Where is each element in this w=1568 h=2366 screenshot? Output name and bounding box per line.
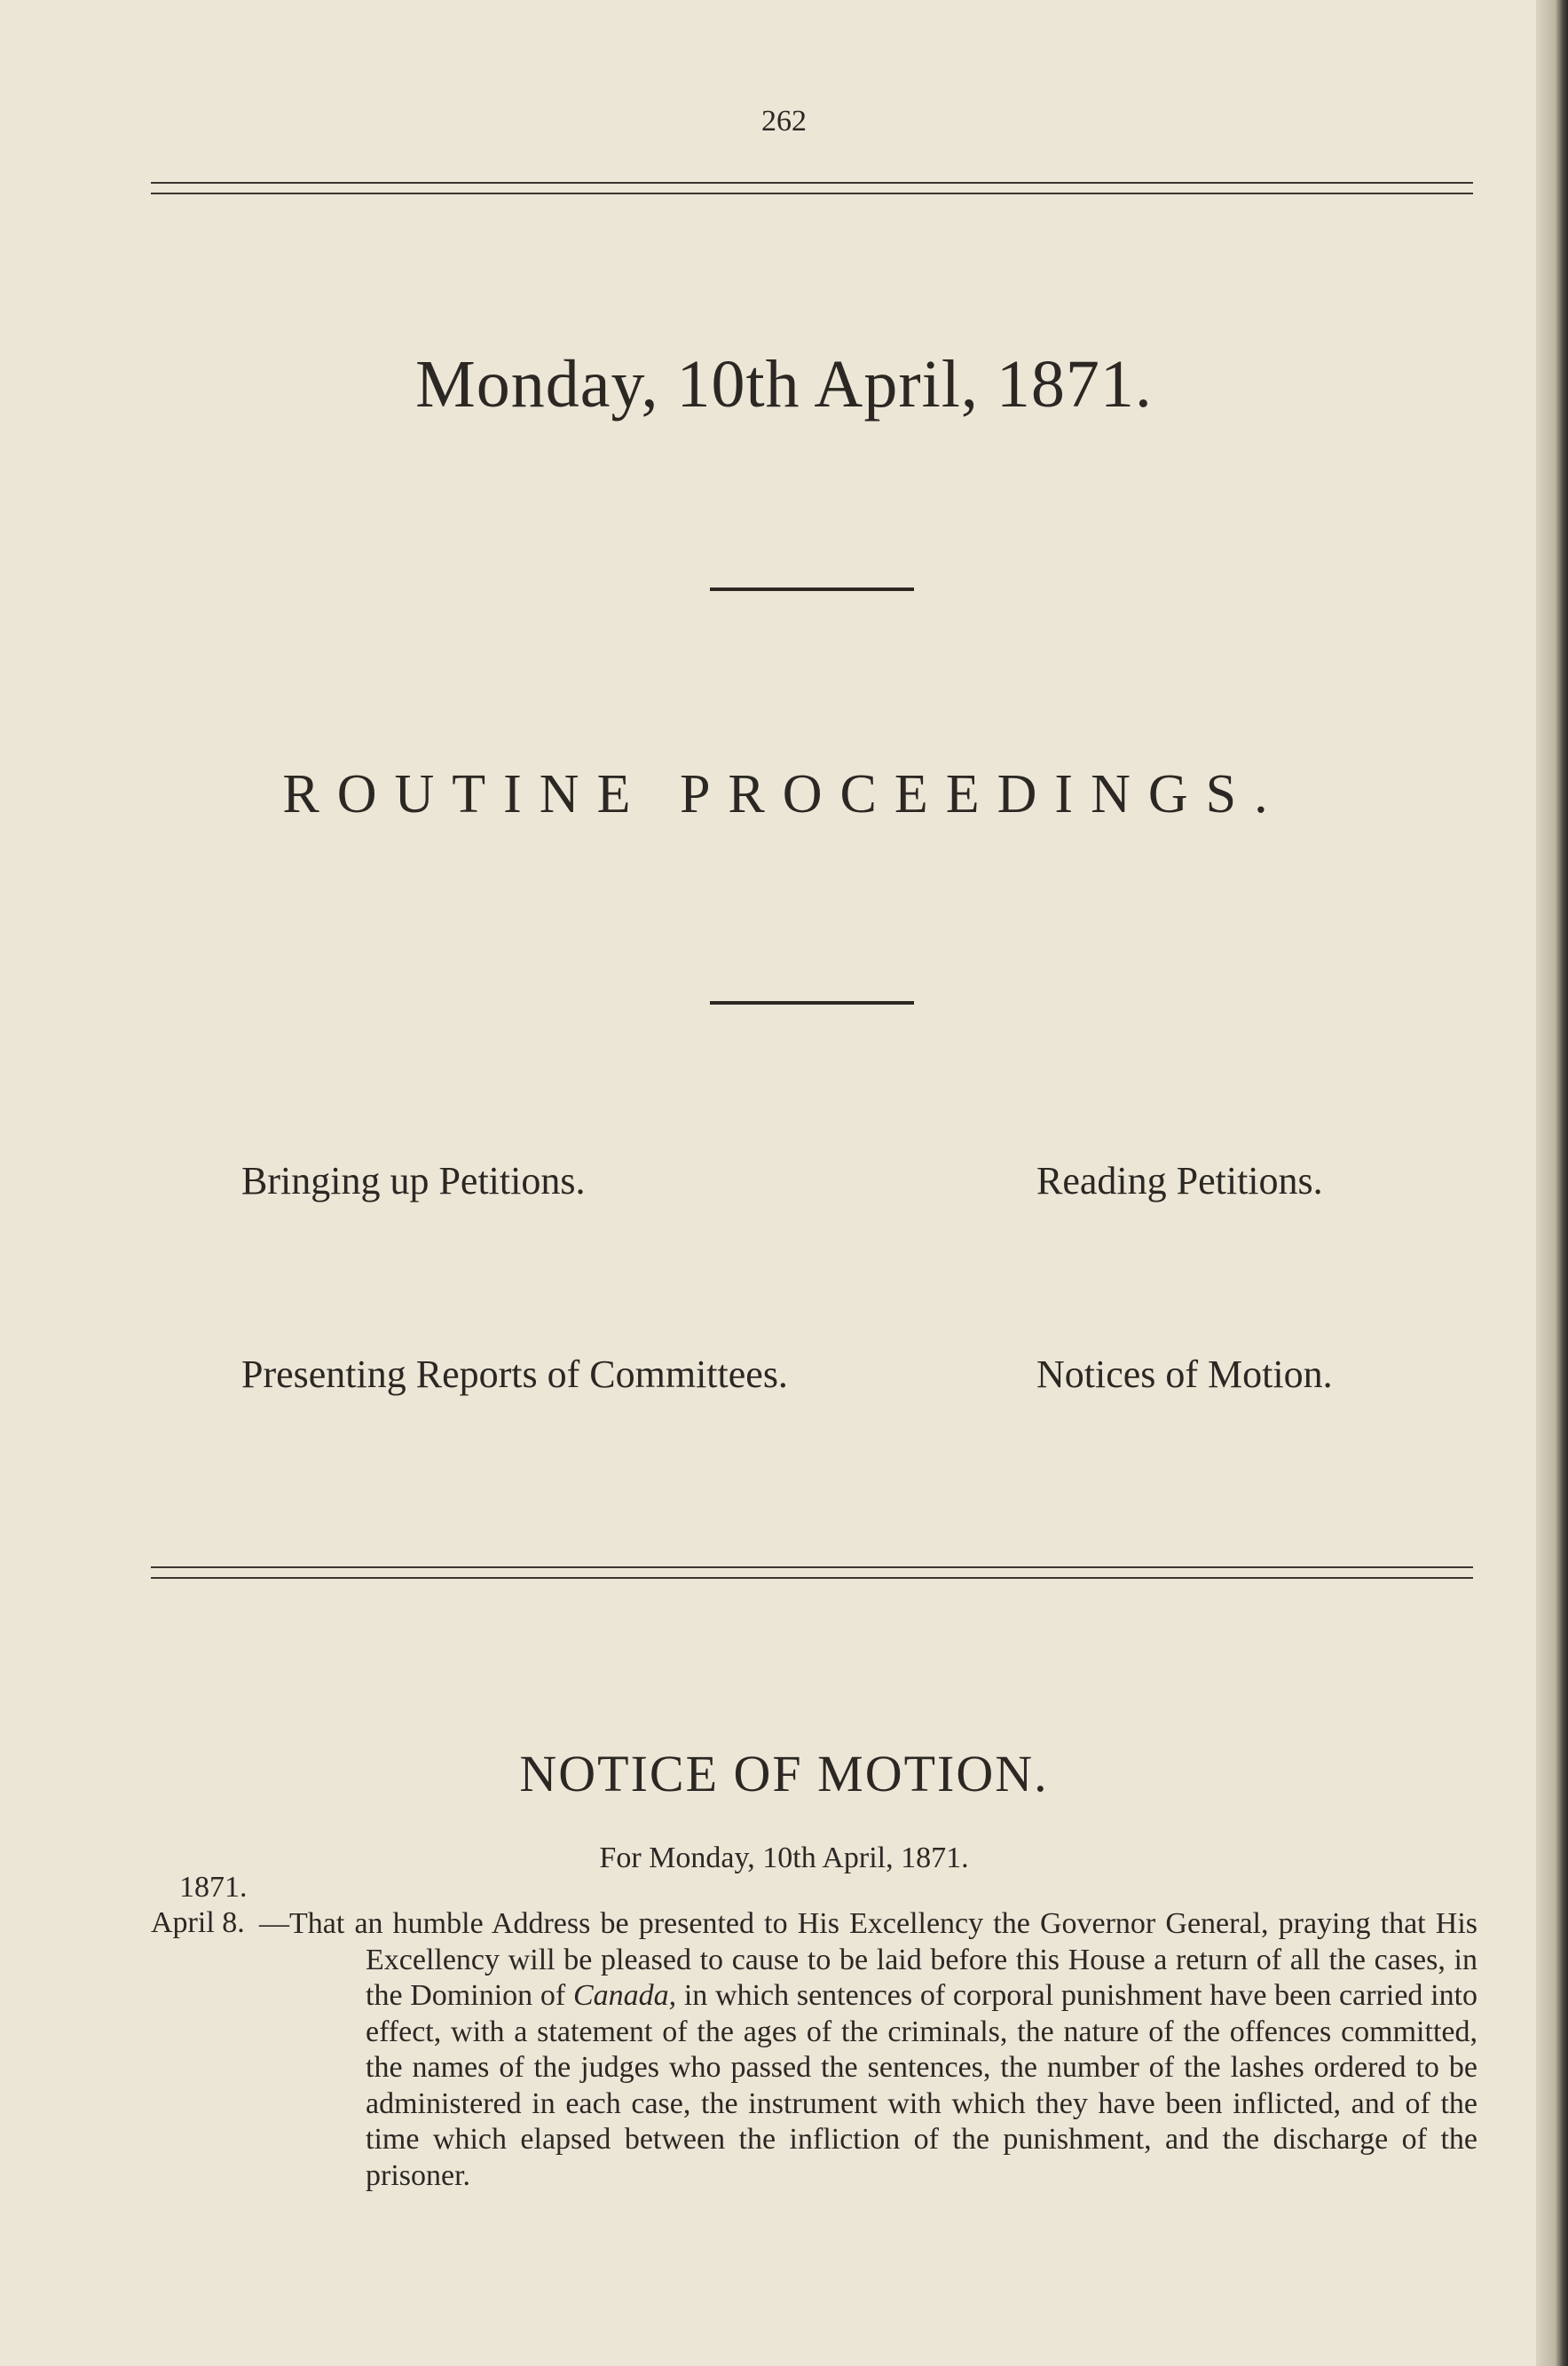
section-double-rule [151, 1566, 1473, 1579]
routine-item: Reading Petitions. [1036, 1159, 1323, 1203]
margin-year: 1871. [179, 1871, 248, 1904]
margin-date: April 8. [151, 1906, 245, 1939]
notice-heading: NOTICE OF MOTION. [519, 1745, 1049, 1802]
routine-item: Presenting Reports of Committees. [241, 1353, 788, 1396]
separator-rule [710, 588, 914, 591]
section-heading: ROUTINE PROCEEDINGS. [282, 764, 1286, 824]
header-double-rule [151, 182, 1473, 194]
motion-paragraph [259, 1906, 1478, 2194]
page-number: 262 [761, 105, 807, 138]
motion-text-italic: Canada, [572, 1979, 677, 2012]
separator-rule [710, 1001, 914, 1005]
motion-text-start: —That an humble Address be presented to His Excellency the Governor General, praying that His Excellency will be pleased to cause to be laid before this House a return of all the cases, in the Dominion of [259, 1907, 1477, 2012]
routine-item: Bringing up Petitions. [241, 1159, 586, 1203]
motion-text-end: in which sentences of corporal punishment have been carried into effect, with a statement of the ages of the criminals, the nature of the offences committed, the names of the judges who passed the sentences, the number of the lashes ordered to be administered in each case, the instrument with which they have been inflicted, and of the time which elapsed between the infliction of the punishment, and the discharge of the prisoner. [366, 1979, 1478, 2192]
date-heading: Monday, 10th April, 1871. [415, 347, 1153, 422]
routine-item: Notices of Motion. [1036, 1353, 1333, 1396]
notice-subheading: For Monday, 10th April, 1871. [599, 1842, 969, 1874]
